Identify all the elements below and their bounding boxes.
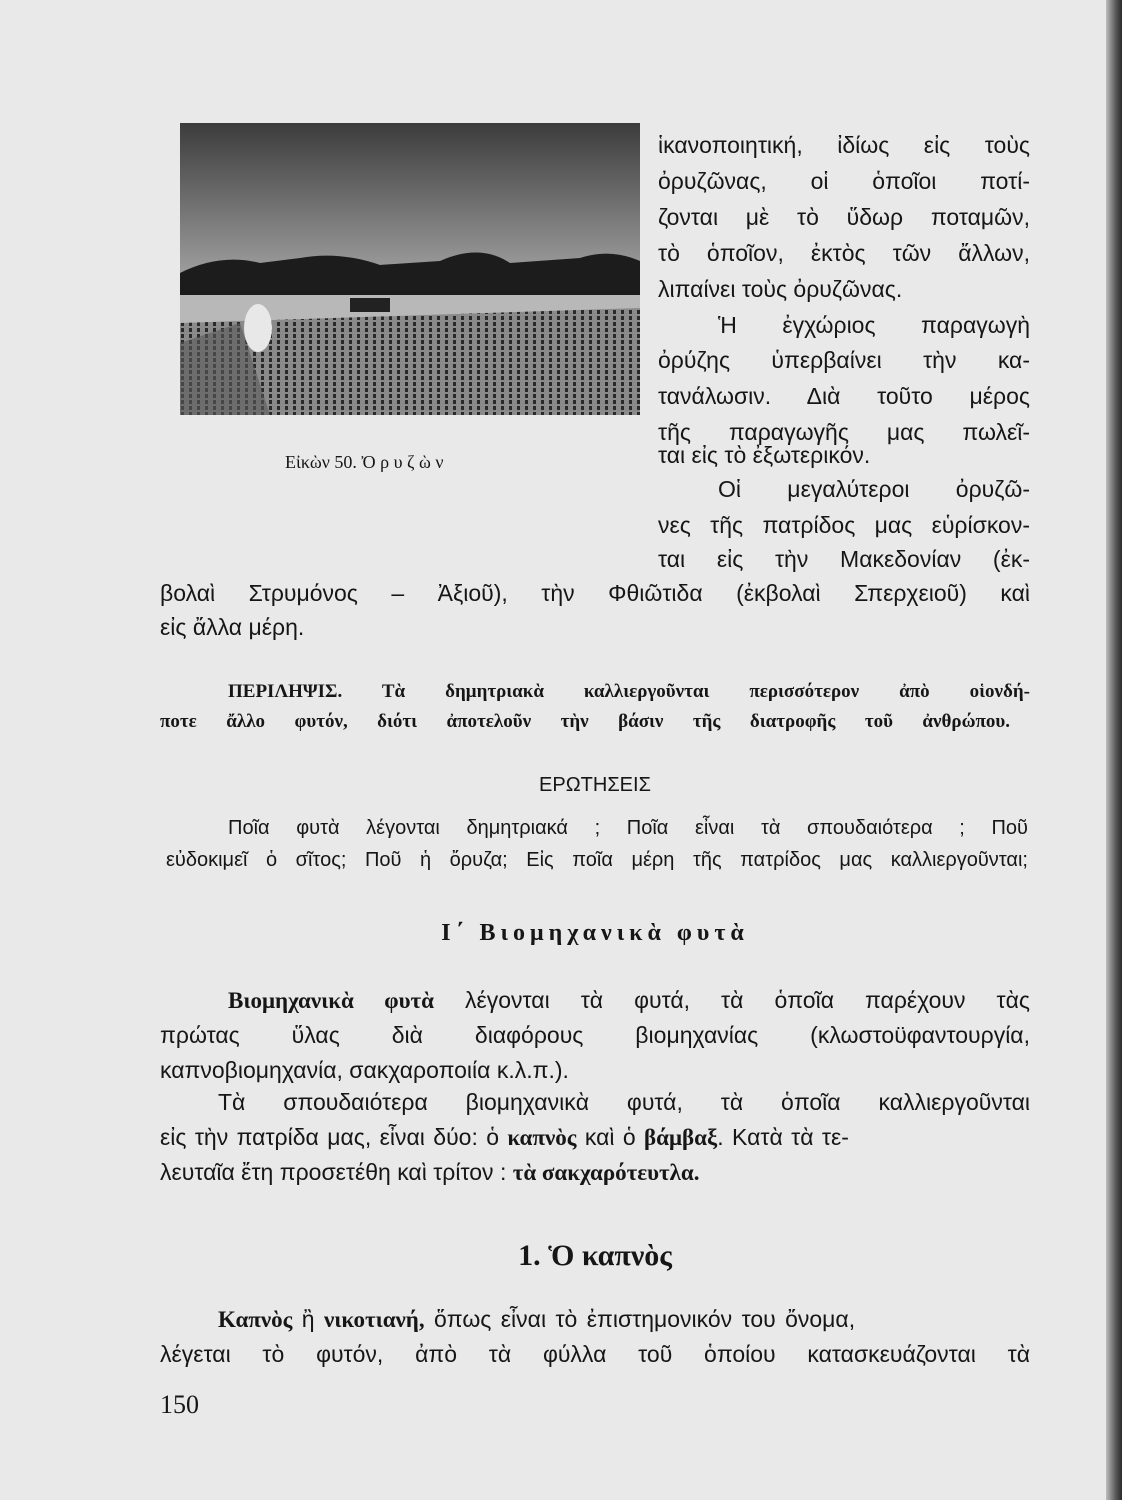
questions-title: ΕΡΩΤΗΣΕΙΣ [539,774,651,796]
text-line: καπνοβιομηχανία, σακχαροποιία κ.λ.π.). [160,1057,569,1083]
text-line: βολαὶ Στρυμόνος – Ἀξιοῦ), τὴν Φθιῶτιδα (ἐκβολαὶ Σπερχειοῦ) καὶ [160,580,1030,606]
bold-term: Καπνὸς [218,1307,293,1332]
text-line: τῆς παραγωγῆς μας πωλεῖ- [658,419,1030,445]
text-span: εἰς τὴν πατρίδα μας, εἶναι δύο: ὁ [160,1124,500,1150]
rice-field-photo [180,123,640,415]
text-span: λευταῖα ἔτη προσετέθη καὶ τρίτον : [160,1159,507,1185]
question-line: εὐδοκιμεῖ ὁ σῖτος; Ποῦ ἡ ὄρυζα; Εἰς ποῖα μέρη τῆς πατρίδος μας καλλιεργοῦνται; [166,849,1028,871]
text-line: ἱκανοποιητική, ἰδίως εἰς τοὺς [658,132,1030,158]
text-line: λέγεται τὸ φυτόν, ἀπὸ τὰ φύλλα τοῦ ὁποίου κατασκευάζονται τὰ [160,1341,1030,1367]
page-number: 150 [160,1390,199,1419]
figure-caption: Εἰκὼν 50. Ὀ ρ υ ζ ὼ ν [285,452,444,472]
text-line: ζονται μὲ τὸ ὕδωρ ποταμῶν, [658,204,1030,230]
section-heading: Ι΄ Βιομηχανικὰ φυτὰ [441,920,749,946]
text-line: πρώτας ὕλας διὰ διαφόρους βιομηχανίας (κλωστοϋφαντουργία, [160,1022,1030,1048]
subsection-heading: 1. Ὁ καπνὸς [518,1239,672,1272]
book-spine-edge [1106,0,1122,1500]
bold-term: τὰ σακχαρότευτλα. [512,1160,700,1185]
text-line: ὀρύζης ὑπερβαίνει τὴν κα- [658,347,1030,373]
text-span: ὅπως εἶναι τὸ ἐπιστημονικόν του ὄνομα, [424,1306,856,1332]
bold-term: νικοτιανή, [323,1307,425,1332]
text-line: εἰς ἄλλα μέρη. [160,614,305,640]
text-line [160,1157,1030,1188]
text-line [228,985,1030,1016]
text-span: ἢ [292,1306,324,1332]
text-span: λέγονται τὰ φυτά, τὰ ὁποῖα παρέχουν τὰς [433,987,1030,1013]
text-line: τανάλωσιν. Διὰ τοῦτο μέρος [658,383,1030,409]
text-line: τὸ ὁποῖον, ἐκτὸς τῶν ἄλλων, [658,240,1030,266]
text-line [218,1304,1030,1335]
summary-line: ΠΕΡΙΛΗΨΙΣ. Τὰ δημητριακὰ καλλιεργοῦνται περισσότερον ἀπὸ οἱονδή- [228,681,1030,702]
text-line: Τὰ σπουδαιότερα βιομηχανικὰ φυτά, τὰ ὁποῖα καλλιεργοῦνται [218,1089,1030,1115]
text-line: Οἱ μεγαλύτεροι ὀρυζῶ- [718,476,1030,502]
text-line [160,1122,1030,1153]
question-line: Ποῖα φυτὰ λέγονται δημητριακά ; Ποῖα εἶναι τὰ σπουδαιότερα ; Ποῦ [228,817,1028,839]
summary-line: ποτε ἄλλο φυτόν, διότι ἀποτελοῦν τὴν βάσιν τῆς διατροφῆς τοῦ ἀνθρώπου. [160,711,1010,732]
text-line: νες τῆς πατρίδος μας εὑρίσκον- [658,512,1030,538]
bold-term: Βιομηχανικὰ φυτὰ [228,988,434,1013]
text-span: καὶ ὁ [584,1124,636,1150]
text-line: ὀρυζῶνας, οἱ ὁποῖοι ποτί- [658,168,1030,194]
text-line: ται εἰς τὴν Μακεδονίαν (ἐκ- [658,546,1030,572]
text-line: λιπαίνει τοὺς ὀρυζῶνας. [658,276,903,302]
text-line: Ἡ ἐγχώριος παραγωγὴ [718,312,1030,338]
text-span: . Κατὰ τὰ τε- [717,1124,849,1150]
text-line: ται εἰς τὸ ἐξωτερικόν. [658,442,871,468]
bold-term: βάμβαξ [644,1125,718,1150]
bold-term: καπνὸς [507,1125,577,1150]
